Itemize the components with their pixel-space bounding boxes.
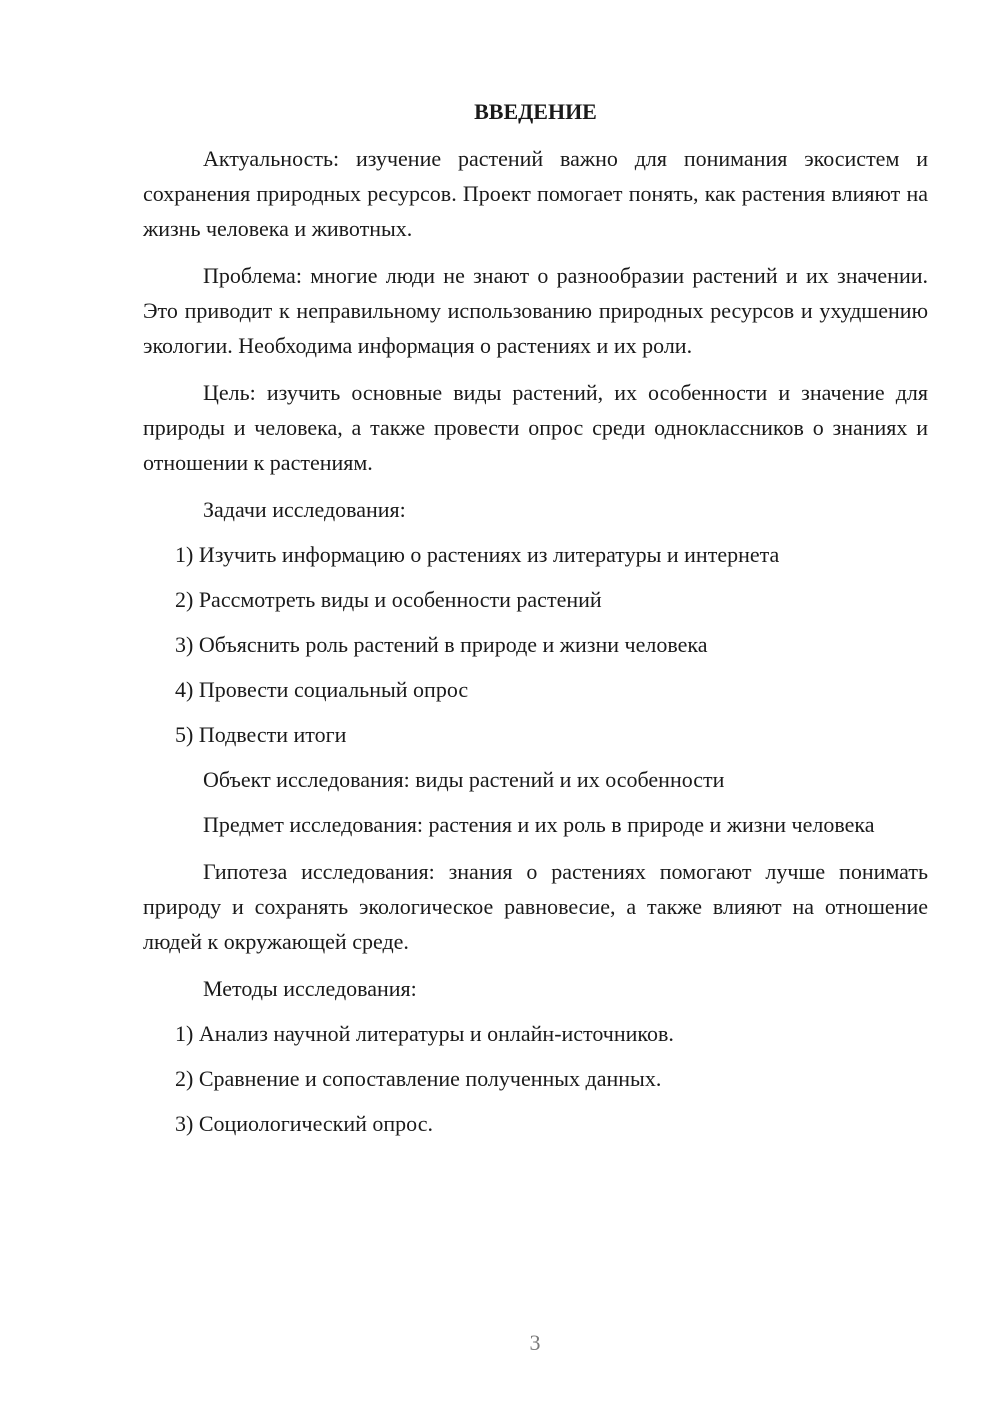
list-item: 3) Социологический опрос.	[175, 1111, 433, 1136]
tasks-heading: Задачи исследования:	[203, 497, 406, 522]
list-item: 1) Анализ научной литературы и онлайн-источников.	[175, 1021, 674, 1046]
problem-paragraph: Проблема: многие люди не знают о разнообразии растений и их значении. Это приводит к неправильному использованию природных ресурсов и ухудшению экологии. Необходима информация о растениях и их роли.	[143, 263, 928, 358]
methods-list	[143, 1016, 928, 1141]
list-item: 5) Подвести итоги	[175, 722, 347, 747]
methods-heading: Методы исследования:	[203, 976, 417, 1001]
list-item: 3) Объяснить роль растений в природе и жизни человека	[175, 632, 708, 657]
section-title: ВВЕДЕНИЕ	[474, 99, 597, 124]
relevance-paragraph: Актуальность: изучение растений важно для понимания экосистем и сохранения природных ресурсов. Проект помогает понять, как растения влияют на жизнь человека и животных.	[143, 146, 928, 241]
page-number: 3	[529, 1330, 541, 1355]
page-content	[143, 94, 928, 1151]
list-item: 2) Рассмотреть виды и особенности растений	[175, 587, 602, 612]
tasks-list	[143, 537, 928, 752]
subject-paragraph: Предмет исследования: растения и их роль в природе и жизни человека	[203, 812, 875, 837]
list-item: 2) Сравнение и сопоставление полученных данных.	[175, 1066, 662, 1091]
list-item: 4) Провести социальный опрос	[175, 677, 469, 702]
object-paragraph: Объект исследования: виды растений и их особенности	[203, 767, 725, 792]
hypothesis-paragraph: Гипотеза исследования: знания о растениях помогают лучше понимать природу и сохранять экологическое равновесие, а также влияют на отношение людей к окружающей среде.	[143, 859, 928, 954]
list-item: 1) Изучить информацию о растениях из литературы и интернета	[175, 542, 780, 567]
goal-paragraph: Цель: изучить основные виды растений, их особенности и значение для природы и человека, а также провести опрос среди одноклассников о знаниях и отношении к растениям.	[143, 380, 928, 475]
